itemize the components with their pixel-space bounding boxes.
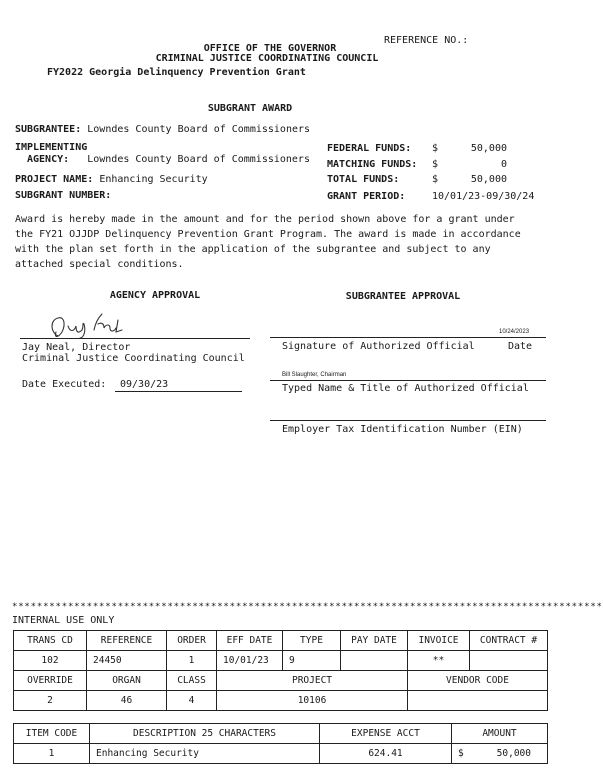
internal-use-label: INTERNAL USE ONLY <box>12 615 115 626</box>
internal-header-row <box>14 631 548 651</box>
header-organ: ORGAN <box>87 671 167 691</box>
header-trans-cd: TRANS CD <box>14 631 87 651</box>
agency-approval-heading: AGENCY APPROVAL <box>109 290 201 301</box>
value-amount-cell <box>452 744 548 764</box>
project-label: PROJECT NAME: <box>15 174 94 185</box>
header-vendor-code: VENDOR CODE <box>408 671 548 691</box>
project-value: Enhancing Security <box>99 174 208 185</box>
matching-funds-currency: $ <box>432 159 439 170</box>
implementing-label: IMPLEMENTING <box>15 142 88 153</box>
award-title: SUBGRANT AWARD <box>207 103 293 114</box>
signature-date-label: Date <box>508 341 533 352</box>
header-class: CLASS <box>167 671 217 691</box>
typed-name-value: Bill Slaughter, Chairman <box>282 372 347 378</box>
total-funds-label: TOTAL FUNDS: <box>327 174 400 185</box>
internal-value-row <box>14 651 548 671</box>
federal-funds-value: 50,000 <box>470 143 507 154</box>
value-amount-currency: $ <box>458 748 464 759</box>
total-funds-currency: $ <box>432 174 439 185</box>
award-paragraph: Award is hereby made in the amount and for the period shown above for a grant under the FY21 OJJDP Delinquency Prevention Grant Program. The award is made in accordance with the plan set forth in the application of the subgrantee and subject to any attached special conditions. <box>15 214 521 270</box>
matching-funds-value: 0 <box>500 159 507 170</box>
header-eff-date: EFF DATE <box>217 631 283 651</box>
grant-period-label: GRANT PERIOD: <box>327 191 406 202</box>
internal-table <box>13 630 548 711</box>
value-order: 1 <box>167 651 217 671</box>
value-organ: 46 <box>87 691 167 711</box>
signature-label: Signature of Authorized Official <box>282 341 475 352</box>
value-project: 10106 <box>217 691 408 711</box>
value-class: 4 <box>167 691 217 711</box>
subgrantee-label: SUBGRANTEE: <box>15 124 82 135</box>
matching-funds-label: MATCHING FUNDS: <box>327 159 418 170</box>
ein-line <box>270 420 546 421</box>
date-executed-label: Date Executed: <box>22 379 107 390</box>
subgrantee-signature-line <box>270 337 546 338</box>
federal-funds-currency: $ <box>432 143 439 154</box>
subgrantee-value: Lowndes County Board of Commissioners <box>87 124 311 135</box>
value-reference: 24450 <box>87 651 167 671</box>
signed-date: 10/24/2023 <box>499 329 530 335</box>
agency-signer-org: Criminal Justice Coordinating Council <box>22 353 245 364</box>
value-vendor-code <box>408 691 548 711</box>
value-amount: 50,000 <box>496 748 531 759</box>
agency-row <box>27 154 310 165</box>
subgrantee-row <box>15 124 310 135</box>
header-pay-date: PAY DATE <box>341 631 408 651</box>
items-value-row <box>14 744 548 764</box>
total-funds-value: 50,000 <box>470 174 507 185</box>
header-invoice: INVOICE <box>408 631 470 651</box>
subgrantee-approval-heading: SUBGRANTEE APPROVAL <box>345 291 461 302</box>
value-description: Enhancing Security <box>90 744 320 764</box>
typed-name-line <box>270 380 546 381</box>
value-type: 9 <box>283 651 341 671</box>
items-table <box>13 723 548 764</box>
value-trans-cd: 102 <box>14 651 87 671</box>
value-override: 2 <box>14 691 87 711</box>
reference-label: REFERENCE NO.: <box>384 35 469 46</box>
items-header-row <box>14 724 548 744</box>
agency-signer-name: Jay Neal, Director <box>22 342 131 353</box>
agency-signature-line <box>20 338 250 339</box>
council-title: CRIMINAL JUSTICE COORDINATING COUNCIL <box>155 53 379 64</box>
agency-value: Lowndes County Board of Commissioners <box>87 154 310 165</box>
header-contract: CONTRACT # <box>470 631 548 651</box>
value-invoice: ** <box>408 651 470 671</box>
internal-header-row-2 <box>14 671 548 691</box>
federal-funds-label: FEDERAL FUNDS: <box>327 143 412 154</box>
header-item-code: ITEM CODE <box>14 724 90 744</box>
subgrant-number-label: SUBGRANT NUMBER: <box>15 190 112 201</box>
header-order: ORDER <box>167 631 217 651</box>
header-override: OVERRIDE <box>14 671 87 691</box>
ein-label: Employer Tax Identification Number (EIN) <box>282 424 523 435</box>
header-expense-acct: EXPENSE ACCT <box>320 724 452 744</box>
value-contract <box>470 651 548 671</box>
value-pay-date <box>341 651 408 671</box>
header-project: PROJECT <box>217 671 408 691</box>
header-reference: REFERENCE <box>87 631 167 651</box>
project-row <box>15 174 208 185</box>
value-item-code: 1 <box>14 744 90 764</box>
grant-period-value: 10/01/23-09/30/24 <box>432 191 535 202</box>
value-expense-acct: 624.41 <box>320 744 452 764</box>
header-amount: AMOUNT <box>452 724 548 744</box>
value-eff-date: 10/01/23 <box>217 651 283 671</box>
office-title: OFFICE OF THE GOVERNOR <box>203 43 337 54</box>
agency-label: AGENCY: <box>27 154 70 165</box>
header-type: TYPE <box>283 631 341 651</box>
date-executed-value: 09/30/23 <box>120 379 169 390</box>
grant-title: FY2022 Georgia Delinquency Prevention Grant <box>47 67 306 78</box>
internal-value-row-2 <box>14 691 548 711</box>
header-description: DESCRIPTION 25 CHARACTERS <box>90 724 320 744</box>
separator-stars: *********************************************************************************************** <box>12 602 603 612</box>
typed-name-label: Typed Name & Title of Authorized Official <box>282 383 529 394</box>
date-executed-line <box>115 391 242 392</box>
